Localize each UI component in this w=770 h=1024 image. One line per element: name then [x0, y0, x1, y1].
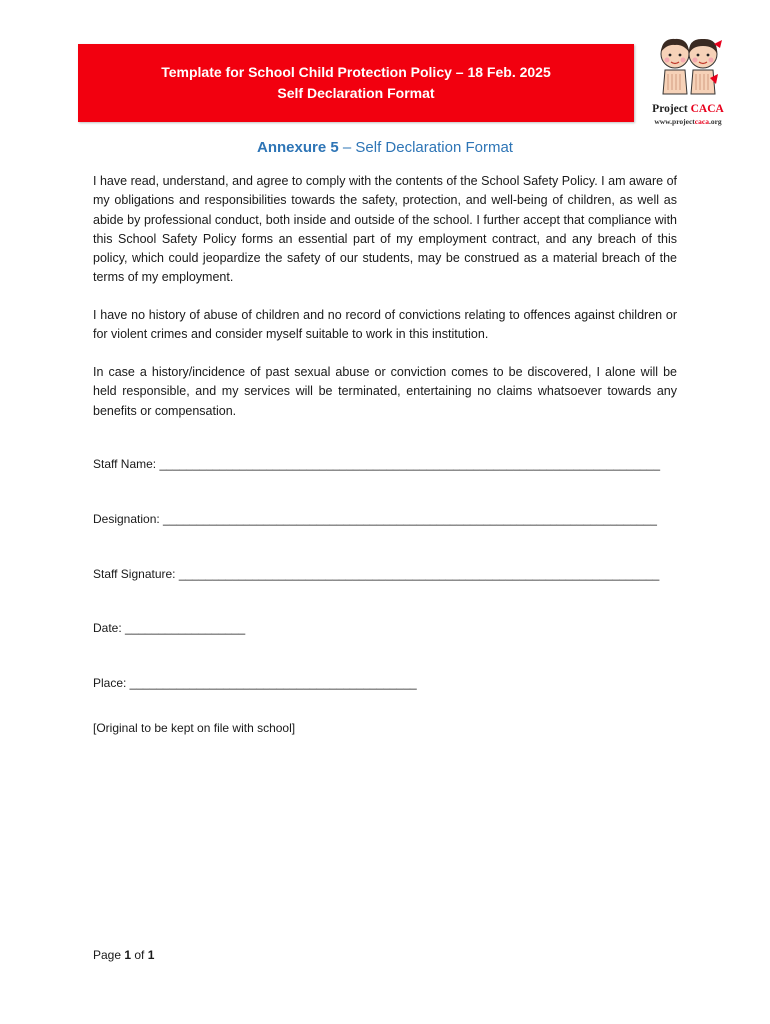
declaration-paragraph-1: I have read, understand, and agree to comply with the contents of the School Safety Policy. I am aware of my obligations and responsibilities towards the safety, protection, and well-being of children, as well as abide by professional conduct, both inside and outside of the school. I further accept that compliance with this School Safety Policy forms an essential part of my employment contract, and any breach of this policy, which could jeopardize the safety of our students, may be construed as a material breach of the terms of my employment.	[93, 174, 677, 285]
header-subtitle: Self Declaration Format	[277, 85, 435, 101]
header-banner	[78, 44, 634, 122]
designation-field: Designation: __________________________________________________________________________	[93, 512, 657, 526]
project-caca-logo	[640, 34, 736, 130]
declaration-paragraph-2: I have no history of abuse of children and no record of convictions relating to offences against children or for violent crimes and consider myself suitable to work in this institution.	[93, 308, 677, 342]
staff-signature-field: Staff Signature: ________________________________________________________________________	[93, 567, 660, 581]
logo-brand: Project CACA	[652, 103, 724, 115]
staff-name-field: Staff Name: ___________________________________________________________________________	[93, 457, 661, 471]
children-illustration-icon	[648, 34, 728, 102]
original-note: [Original to be kept on file with school]	[93, 721, 296, 735]
date-field: Date: __________________	[93, 621, 246, 635]
page-number: Page 1 of 1	[93, 948, 155, 962]
annexure-heading: Annexure 5 – Self Declaration Format	[257, 139, 513, 156]
header-title: Template for School Child Protection Policy – 18 Feb. 2025	[161, 64, 551, 80]
declaration-paragraph-3: In case a history/incidence of past sexual abuse or conviction comes to be discovered, I alone will be held responsible, and my services will be terminated, entertaining no claims whatsoever towards any benefits or compensation.	[93, 365, 677, 418]
logo-url: www.projectcaca.org	[654, 117, 722, 126]
place-field: Place: ___________________________________________	[93, 676, 417, 690]
